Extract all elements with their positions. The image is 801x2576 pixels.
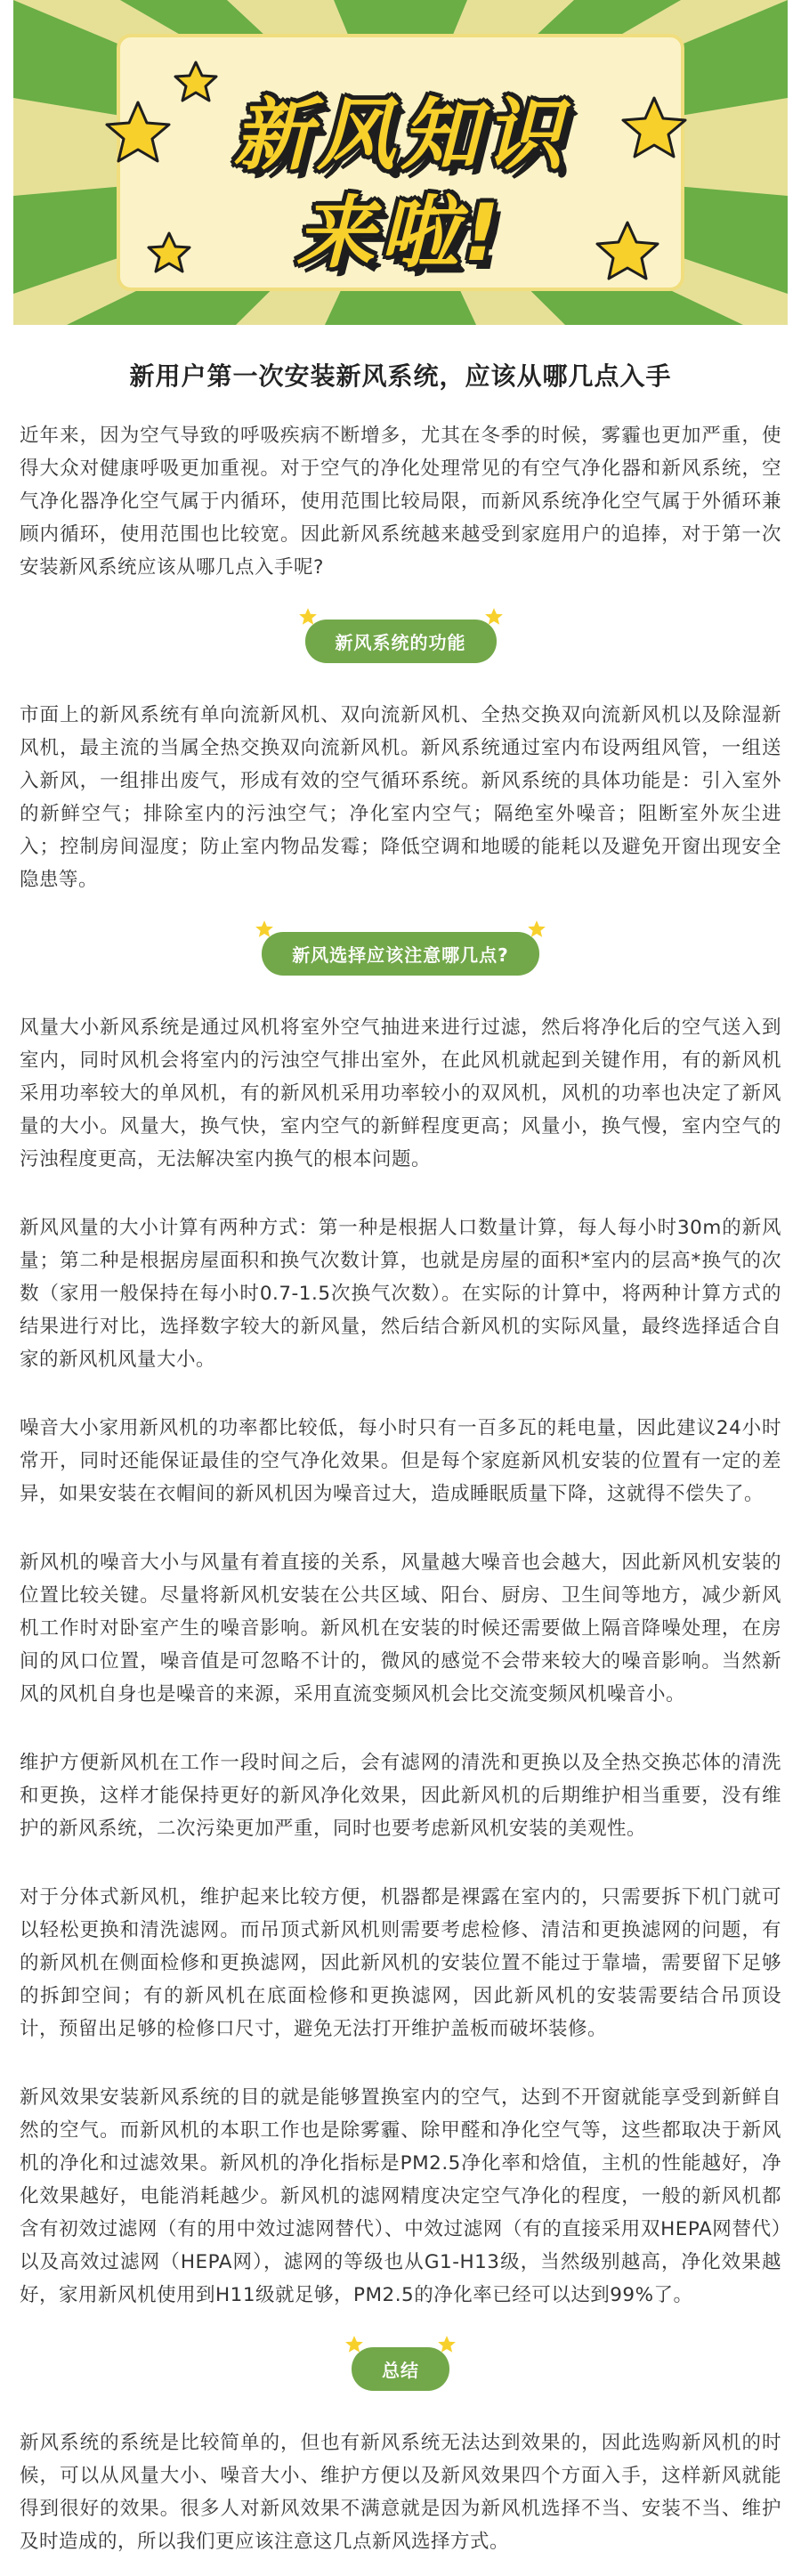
section-heading-label: 总结 xyxy=(382,2360,419,2381)
banner-text xyxy=(13,0,788,325)
section-badge xyxy=(262,932,539,976)
star-icon xyxy=(437,2335,457,2354)
header-banner xyxy=(13,0,788,325)
section-heading-summary xyxy=(0,2347,801,2391)
intro-paragraph: 近年来，因为空气导致的呼吸疾病不断增多，尤其在冬季的时候，雾霾也更加严重，使得大众对健康呼吸更加重视。对于空气的净化处理常见的有空气净化器和新风系统，空气净化器净化空气属于内循环，使用范围比较局限，而新风系统净化空气属于外循环兼顾内循环，使用范围也比较宽。因此新风系统越来越受到家庭用户的追捧，对于第一次安装新风系统应该从哪几点入手呢? xyxy=(20,425,781,579)
section-paragraph: 新风风量的大小计算有两种方式：第一种是根据人口数量计算，每人每小时30m的新风量；第二种是根据房屋面积和换气次数计算，也就是房屋的面积*室内的层高*换气的次数（家用一般保持在每小时0.7-1.5次换气次数）。在实际的计算中，将两种计算方式的结果进行对比，选择数字较大的新风量，然后结合新风机的实际风量，最终选择适合自家的新风机风量大小。 xyxy=(20,1217,781,1371)
section-paragraph: 新风系统的系统是比较简单的，但也有新风系统无法达到效果的，因此选购新风机的时候，可以从风量大小、噪音大小、维护方便以及新风效果四个方面入手，这样新风就能得到很好的效果。很多人对新风效果不满意就是因为新风机选择不当、安装不当、维护及时造成的，所以我们更应该注意这几点新风选择方式。 xyxy=(20,2432,781,2553)
section-paragraph: 噪音大小家用新风机的功率都比较低，每小时只有一百多瓦的耗电量，因此建议24小时常开，同时还能保证最佳的空气净化效果。但是每个家庭新风机安装的位置有一定的差异，如果安装在衣帽间的新风机因为噪音过大，造成睡眠质量下降，这就得不偿失了。 xyxy=(20,1417,781,1505)
banner-title-line2: 来啦! xyxy=(295,187,506,279)
section-paragraph: 维护方便新风机在工作一段时间之后，会有滤网的清洗和更换以及全热交换芯体的清洗和更换，这样才能保持更好的新风净化效果，因此新风机的后期维护相当重要，没有维护的新风系统，二次污染更加严重，同时也要考虑新风机安装的美观性。 xyxy=(20,1752,781,1840)
section-paragraph: 新风效果安装新风系统的目的就是能够置换室内的空气，达到不开窗就能享受到新鲜自然的空气。而新风机的本职工作也是除雾霾、除甲醛和净化空气等，这些都取决于新风机的净化和过滤效果。新风机的净化指标是PM2.5净化率和焓值，主机的性能越好，净化效果越好，电能消耗越少。新风机的滤网精度决定空气净化的程度，一般的新风机都含有初效过滤网（有的用中效过滤网替代）、中效过滤网（有的直接采用双HEPA网替代）以及高效过滤网（HEPA网），滤网的等级也从G1-H13级，当然级别越高，净化效果越好，家用新风机使用到H11级就足够，PM2.5的净化率已经可以达到99%了。 xyxy=(20,2086,781,2306)
star-icon xyxy=(255,919,274,939)
star-icon xyxy=(344,2335,364,2354)
star-icon xyxy=(298,607,318,627)
section-paragraph: 新风机的噪音大小与风量有着直接的关系，风量越大噪音也会越大，因此新风机安装的位置比较关键。尽量将新风机安装在公共区域、阳台、厨房、卫生间等地方，减少新风机工作时对卧室产生的噪音影响。新风机在安装的时候还需要做上隔音降噪处理，在房间的风口位置，噪音值是可忽略不计的，微风的感觉不会带来较大的噪音影响。当然新风的风机自身也是噪音的来源，采用直流变频风机会比交流变频风机噪音小。 xyxy=(20,1551,781,1705)
banner-title-line1: 新风知识 xyxy=(232,89,568,181)
section-heading-selection xyxy=(0,932,801,976)
section-heading-label: 新风选择应该注意哪几点? xyxy=(292,944,509,966)
star-icon xyxy=(484,607,504,627)
section-heading-label: 新风系统的功能 xyxy=(335,632,466,653)
section-badge xyxy=(305,620,497,663)
article-title: 新用户第一次安装新风系统，应该从哪几点入手 xyxy=(129,361,672,391)
section-paragraph: 风量大小新风系统是通过风机将室外空气抽进来进行过滤，然后将净化后的空气送入到室内，同时风机会将室内的污浊空气排出室外，在此风机就起到关键作用，有的新风机采用功率较大的单风机，有的新风机采用功率较小的双风机，风机的功率也决定了新风量的大小。风量大，换气快，室内空气的新鲜程度更高；风量小，换气慢，室内空气的污浊程度更高，无法解决室内换气的根本问题。 xyxy=(20,1017,781,1171)
section-paragraph: 对于分体式新风机，维护起来比较方便，机器都是裸露在室内的，只需要拆下机门就可以轻松更换和清洗滤网。而吊顶式新风机则需要考虑检修、清洁和更换滤网的问题，有的新风机在侧面检修和更换滤网，因此新风机的安装位置不能过于靠墙，需要留下足够的拆卸空间；有的新风机在底面检修和更换滤网，因此新风机的安装需要结合吊顶设计，预留出足够的检修口尺寸，避免无法打开维护盖板而破坏装修。 xyxy=(20,1886,781,2040)
star-icon xyxy=(527,919,546,939)
section-badge xyxy=(352,2347,449,2391)
section-paragraph: 市面上的新风系统有单向流新风机、双向流新风机、全热交换双向流新风机以及除湿新风机，最主流的当属全热交换双向流新风机。新风系统通过室内布设两组风管，一组送入新风，一组排出废气，形成有效的空气循环系统。新风系统的具体功能是：引入室外的新鲜空气；排除室内的污浊空气；净化室内空气；隔绝室外噪音；阻断室外灰尘进入；控制房间湿度；防止室内物品发霉；降低空调和地暖的能耗以及避免开窗出现安全隐患等。 xyxy=(20,704,781,891)
section-heading-functions xyxy=(0,620,801,663)
